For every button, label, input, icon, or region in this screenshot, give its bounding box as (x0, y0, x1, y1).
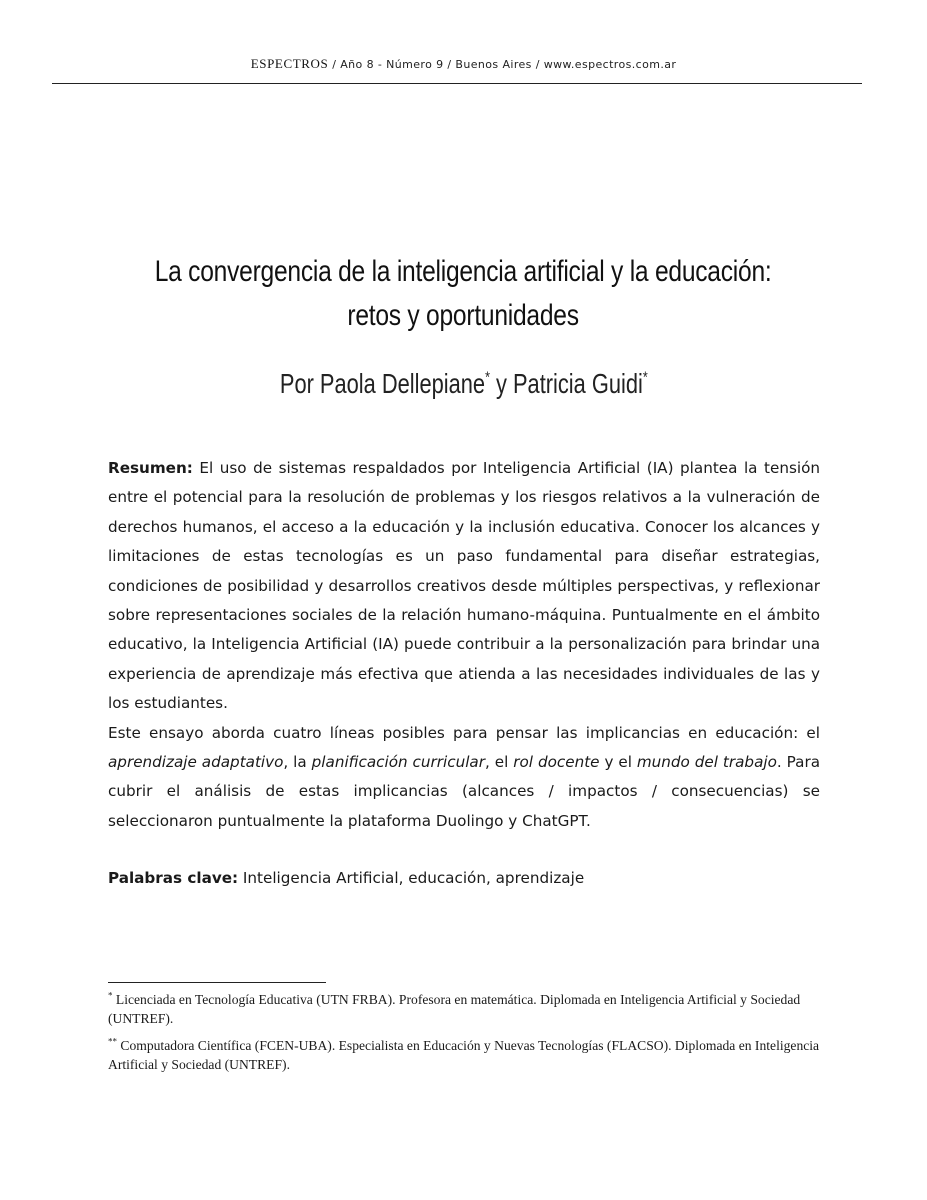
footnote-2-mark: ** (108, 1036, 117, 1047)
issue-details: / Año 8 - Número 9 / Buenos Aires / www.espectros.com.ar (328, 58, 677, 71)
author-2: y Patricia Guidi (489, 368, 643, 399)
abstract-text-2d: y el (599, 753, 637, 772)
abstract (108, 454, 820, 836)
keywords (108, 864, 820, 892)
keywords-label: Palabras clave: (108, 869, 239, 887)
title-line-1: La convergencia de la inteligencia artificial y la educación: (155, 255, 772, 288)
author-byline (100, 364, 827, 404)
keywords-text: Inteligencia Artificial, educación, aprendizaje (238, 869, 585, 887)
running-header (0, 56, 927, 72)
abstract-paragraph-1 (108, 454, 820, 719)
emphasis-adaptive-learning: aprendizaje adaptativo (108, 753, 284, 772)
footnote-2-text: Computadora Científica (FCEN-UBA). Especialista en Educación y Nuevas Tecnologías (FLACSO). Diplomada en Inteligencia Artificial y Sociedad (UNTREF). (108, 1038, 820, 1072)
abstract-paragraph-2 (108, 719, 820, 837)
abstract-label: Resumen: (108, 459, 193, 477)
emphasis-world-of-work: mundo del trabajo (636, 753, 777, 772)
abstract-text-1: El uso de sistemas respaldados por Inteligencia Artificial (IA) plantea la tensión entre el potencial para la resolución de problemas y los riesgos relativos a la vulneración de derechos humanos, el acceso a la educación y la inclusión educativa. Conocer los alcances y limitaciones de estas tecnologías es un paso fundamental para diseñar estrategias, condiciones de posibilidad y desarrollos creativos desde múltiples perspectivas, y reflexionar sobre representaciones sociales de la relación humano-máquina. Puntualmente en el ámbito educativo, la Inteligencia Artificial (IA) puede contribuir a la personalización para brindar una experiencia de aprendizaje más efectiva que atienda a las necesidades individuales de las y los estudiantes. (108, 459, 820, 713)
emphasis-teacher-role: rol docente (513, 753, 600, 772)
abstract-text-2e: . Para cubrir el análisis de estas implicancias (alcances / impactos / consecuencias) se seleccionaron puntualmente la plataforma Duolingo y ChatGPT. (108, 753, 821, 830)
author-1: Por Paola Dellepiane (279, 368, 485, 399)
footnote-mark-1: * (484, 369, 490, 387)
abstract-text-2c: , el (485, 753, 514, 772)
article-title (80, 250, 847, 338)
emphasis-curricular-planning: planificación curricular (311, 753, 485, 772)
header-divider (52, 83, 862, 84)
journal-name: ESPECTROS (250, 56, 329, 71)
abstract-text-2a: Este ensayo aborda cuatro líneas posibles para pensar las implicancias en educación: el (108, 723, 820, 742)
footnote-mark-2: * (642, 369, 648, 387)
footnote-1-mark: * (108, 990, 113, 1001)
footnote-1 (108, 990, 820, 1028)
footnote-2 (108, 1036, 820, 1074)
abstract-text-2b: , la (283, 753, 312, 772)
footnote-divider (108, 982, 326, 983)
footnote-1-text: Licenciada en Tecnología Educativa (UTN FRBA). Profesora en matemática. Diplomada en Inteligencia Artificial y Sociedad (UNTREF). (108, 992, 801, 1026)
title-line-2: retos y oportunidades (347, 299, 580, 332)
footnotes (108, 990, 820, 1082)
